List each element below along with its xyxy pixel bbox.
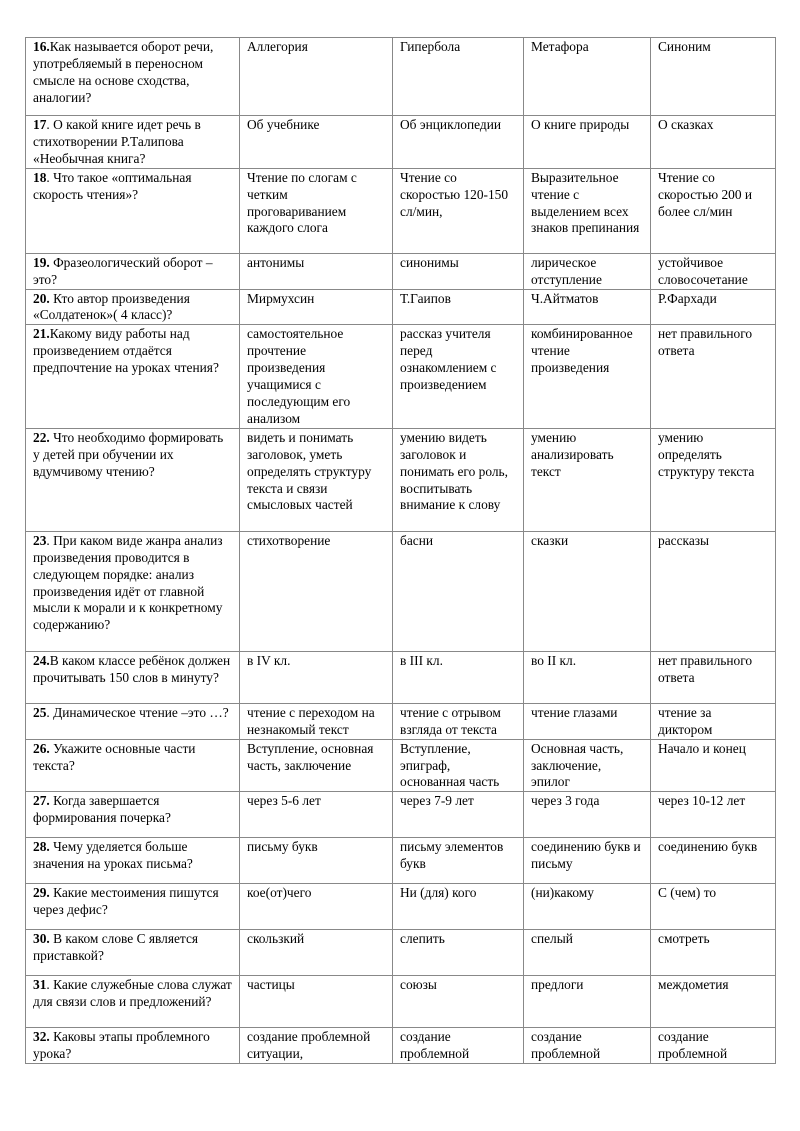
answer-option-1: самостоятельное прочтение произведения учащимися с последующим его анализом xyxy=(240,325,393,428)
question-row xyxy=(26,168,776,253)
question-text: Фразеологический оборот – это? xyxy=(33,254,213,287)
question-text: Кто автор произведения «Солдатенок»( 4 класс)? xyxy=(33,290,190,323)
answer-option-3: комбинированное чтение произведения xyxy=(524,325,651,428)
answer-option-4: нет правильного ответа xyxy=(651,325,776,428)
question-row xyxy=(26,38,776,116)
question-cell xyxy=(26,428,240,531)
answer-option-1: видеть и понимать заголовок, уметь определять структуру текста и связи смысловых частей xyxy=(240,428,393,531)
question-row xyxy=(26,253,776,289)
question-number: 31 xyxy=(33,977,47,993)
answer-option-1: антонимы xyxy=(240,253,393,289)
answer-option-2: Ни (для) кого xyxy=(393,884,524,930)
answer-option-4: Р.Фархади xyxy=(651,289,776,325)
answer-option-3: умению анализировать текст xyxy=(524,428,651,531)
question-text: В каком классе ребёнок должен прочитывать 150 слов в минуту? xyxy=(33,652,231,685)
answer-option-4: междометия xyxy=(651,976,776,1028)
question-cell xyxy=(26,325,240,428)
answer-option-4: нет правильного ответа xyxy=(651,651,776,703)
answer-option-2: умению видеть заголовок и понимать его роль, воспитывать внимание к слову xyxy=(393,428,524,531)
question-row xyxy=(26,884,776,930)
question-row xyxy=(26,792,776,838)
answer-option-3: О книге природы xyxy=(524,116,651,169)
question-row xyxy=(26,838,776,884)
answer-option-1: Аллегория xyxy=(240,38,393,116)
answer-option-2: Об энциклопедии xyxy=(393,116,524,169)
question-row xyxy=(26,976,776,1028)
answer-option-3: через 3 года xyxy=(524,792,651,838)
question-row xyxy=(26,703,776,739)
answer-option-4: создание проблемной xyxy=(651,1028,776,1064)
question-row xyxy=(26,531,776,651)
question-cell xyxy=(26,838,240,884)
question-cell xyxy=(26,884,240,930)
question-text: Чему уделяется больше значения на уроках письма? xyxy=(33,839,193,872)
answer-option-2: Т.Гаипов xyxy=(393,289,524,325)
question-cell xyxy=(26,253,240,289)
answer-option-2: синонимы xyxy=(393,253,524,289)
answer-option-2: чтение с отрывом взгляда от текста xyxy=(393,703,524,739)
question-cell xyxy=(26,168,240,253)
answer-option-4: устойчивое словосочетание xyxy=(651,253,776,289)
answer-option-3: Метафора xyxy=(524,38,651,116)
question-row xyxy=(26,116,776,169)
answer-option-3: создание проблемной xyxy=(524,1028,651,1064)
answer-option-2: письму элементов букв xyxy=(393,838,524,884)
question-number: 23 xyxy=(33,532,47,548)
answer-option-3: во II кл. xyxy=(524,651,651,703)
answer-option-1: чтение с переходом на незнакомый текст xyxy=(240,703,393,739)
question-text: Какие местоимения пишутся через дефис? xyxy=(33,885,219,918)
question-number: 24. xyxy=(33,652,50,668)
answer-option-1: скользкий xyxy=(240,930,393,976)
answer-option-3: спелый xyxy=(524,930,651,976)
question-text: Каковы этапы проблемного урока? xyxy=(33,1029,210,1062)
answer-option-3: (ни)какому xyxy=(524,884,651,930)
answer-option-1: в IV кл. xyxy=(240,651,393,703)
question-text: . При каком виде жанра анализ произведения проводится в следующем порядке: анализ произведения идёт от главной мысли к морали и к конкретному содержанию? xyxy=(33,532,223,633)
question-number: 30. xyxy=(33,931,50,947)
answer-option-3: Ч.Айтматов xyxy=(524,289,651,325)
question-number: 20. xyxy=(33,290,50,306)
question-cell xyxy=(26,703,240,739)
question-cell xyxy=(26,1028,240,1064)
answer-option-3: лирическое отступление xyxy=(524,253,651,289)
question-number: 16. xyxy=(33,39,50,54)
answer-option-1: через 5-6 лет xyxy=(240,792,393,838)
answer-option-4: умению определять структуру текста xyxy=(651,428,776,531)
answer-option-2: рассказ учителя перед ознакомлением с произведением xyxy=(393,325,524,428)
question-number: 25 xyxy=(33,704,47,720)
answer-option-4: чтение за диктором xyxy=(651,703,776,739)
question-cell xyxy=(26,930,240,976)
question-number: 26. xyxy=(33,740,50,756)
quiz-table xyxy=(25,37,776,1064)
question-text: . Что такое «оптимальная скорость чтения»? xyxy=(33,169,192,202)
answer-option-1: Вступление, основная часть, заключение xyxy=(240,739,393,792)
question-number: 29. xyxy=(33,885,50,901)
answer-option-4: через 10-12 лет xyxy=(651,792,776,838)
answer-option-3: Основная часть, заключение, эпилог xyxy=(524,739,651,792)
answer-option-2: басни xyxy=(393,531,524,651)
question-cell xyxy=(26,116,240,169)
answer-option-4: смотреть xyxy=(651,930,776,976)
question-row xyxy=(26,428,776,531)
answer-option-2: через 7-9 лет xyxy=(393,792,524,838)
question-cell xyxy=(26,531,240,651)
question-number: 21. xyxy=(33,326,50,342)
answer-option-2: в III кл. xyxy=(393,651,524,703)
question-cell xyxy=(26,739,240,792)
question-number: 32. xyxy=(33,1029,50,1045)
answer-option-4: О сказках xyxy=(651,116,776,169)
question-number: 18 xyxy=(33,169,47,185)
answer-option-2: Гипербола xyxy=(393,38,524,116)
answer-option-1: Чтение по слогам с четким проговариванием каждого слога xyxy=(240,168,393,253)
question-text: . Какие служебные слова служат для связи слов и предложений? xyxy=(33,977,232,1010)
answer-option-3: Выразительное чтение с выделением всех знаков препинания xyxy=(524,168,651,253)
answer-option-1: письму букв xyxy=(240,838,393,884)
answer-option-1: Об учебнике xyxy=(240,116,393,169)
question-text: . О какой книге идет речь в стихотворении Р.Талипова «Необычная книга? xyxy=(33,117,201,166)
answer-option-2: слепить xyxy=(393,930,524,976)
question-text: Когда завершается формирования почерка? xyxy=(33,793,171,826)
question-row xyxy=(26,651,776,703)
question-cell xyxy=(26,651,240,703)
question-text: Как называется оборот речи, употребляемый в переносном смысле на основе сходства, аналогии? xyxy=(33,39,214,105)
question-cell xyxy=(26,289,240,325)
question-cell xyxy=(26,792,240,838)
question-number: 27. xyxy=(33,793,50,809)
answer-option-4: Начало и конец xyxy=(651,739,776,792)
question-cell xyxy=(26,976,240,1028)
question-cell xyxy=(26,38,240,116)
question-row xyxy=(26,739,776,792)
answer-option-3: чтение глазами xyxy=(524,703,651,739)
question-row xyxy=(26,1028,776,1064)
question-row xyxy=(26,325,776,428)
answer-option-1: стихотворение xyxy=(240,531,393,651)
answer-option-1: Мирмухсин xyxy=(240,289,393,325)
question-row xyxy=(26,289,776,325)
answer-option-3: сказки xyxy=(524,531,651,651)
question-text: В каком слове С является приставкой? xyxy=(33,931,199,964)
question-number: 28. xyxy=(33,839,50,855)
question-number: 22. xyxy=(33,429,50,445)
question-number: 19. xyxy=(33,254,50,270)
answer-option-3: предлоги xyxy=(524,976,651,1028)
answer-option-1: создание проблемной ситуации, xyxy=(240,1028,393,1064)
answer-option-4: С (чем) то xyxy=(651,884,776,930)
answer-option-3: соединению букв и письму xyxy=(524,838,651,884)
answer-option-2: союзы xyxy=(393,976,524,1028)
question-text: Какому виду работы над произведением отдаётся предпочтение на уроках чтения? xyxy=(33,326,219,376)
answer-option-4: Синоним xyxy=(651,38,776,116)
question-text: Что необходимо формировать у детей при обучении их вдумчивому чтению? xyxy=(33,429,224,479)
answer-option-2: Чтение со скоростью 120-150 сл/мин, xyxy=(393,168,524,253)
answer-option-4: Чтение со скоростью 200 и более сл/мин xyxy=(651,168,776,253)
question-text: Укажите основные части текста? xyxy=(33,740,196,773)
answer-option-2: Вступление, эпиграф, основанная часть xyxy=(393,739,524,792)
question-row xyxy=(26,930,776,976)
answer-option-4: рассказы xyxy=(651,531,776,651)
question-text: . Динамическое чтение –это …? xyxy=(46,704,229,720)
answer-option-1: частицы xyxy=(240,976,393,1028)
answer-option-1: кое(от)чего xyxy=(240,884,393,930)
answer-option-2: создание проблемной xyxy=(393,1028,524,1064)
answer-option-4: соединению букв xyxy=(651,838,776,884)
question-number: 17 xyxy=(33,117,47,132)
quiz-table-body xyxy=(26,38,776,1064)
